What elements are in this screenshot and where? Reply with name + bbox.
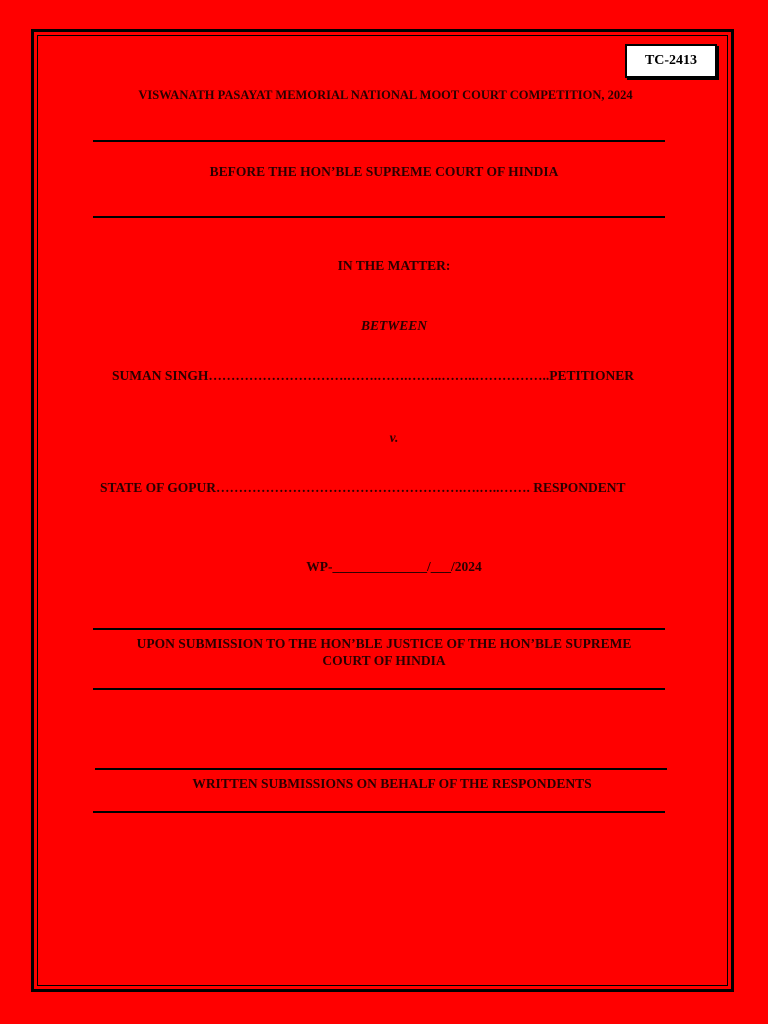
submission-line-2: COURT OF HINDIA [322, 653, 446, 668]
divider-submission-bottom [93, 688, 665, 690]
versus-label: v. [389, 430, 399, 445]
divider-written-bottom [93, 811, 665, 813]
submission-line-1: UPON SUBMISSION TO THE HON’BLE JUSTICE OF THE HON’BLE SUPREME [136, 636, 632, 651]
between-label: BETWEEN [360, 318, 428, 333]
respondent-line: STATE OF GOPUR……………………………………………….….…..……. RESPONDENT [100, 480, 626, 495]
team-code-text: TC-2413 [644, 53, 698, 68]
petitioner-line: SUMAN SINGH………………………….…….…….……..……..……………..PETITIONER [112, 368, 635, 383]
divider-court [93, 216, 665, 218]
court-heading: BEFORE THE HON’BLE SUPREME COURT OF HINDIA [209, 164, 559, 179]
team-code-badge [625, 44, 717, 78]
divider-top [93, 140, 665, 142]
competition-title: VISWANATH PASAYAT MEMORIAL NATIONAL MOOT COURT COMPETITION, 2024 [138, 88, 633, 102]
case-number: WP-______________/___/2024 [306, 559, 482, 574]
in-the-matter-heading: IN THE MATTER: [337, 258, 451, 273]
divider-submission-top [93, 628, 665, 630]
written-submissions-heading: WRITTEN SUBMISSIONS ON BEHALF OF THE RESPONDENTS [192, 776, 592, 791]
divider-written-top [95, 768, 667, 770]
